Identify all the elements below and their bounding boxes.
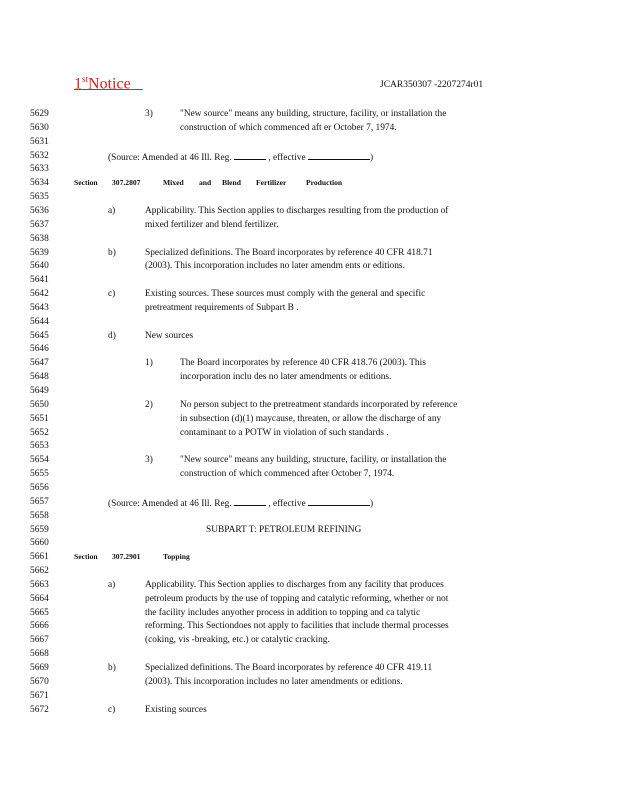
line-text: (2003). This incorporation includes no later amendm ents or editions. bbox=[145, 261, 405, 272]
document-line bbox=[0, 109, 618, 123]
section-heading-text: Production bbox=[306, 178, 343, 188]
line-number: 5646 bbox=[30, 344, 49, 355]
document-line bbox=[0, 497, 618, 511]
line-text: Applicability. This Section applies to discharges from any facility that produces bbox=[145, 579, 444, 590]
document-line bbox=[0, 164, 618, 178]
document-line bbox=[0, 428, 618, 442]
section-heading-text: Topping bbox=[163, 552, 190, 562]
document-line bbox=[0, 621, 618, 635]
line-number: 5656 bbox=[30, 482, 49, 493]
section-heading-text: and bbox=[199, 178, 212, 188]
section-heading-text: Blend bbox=[222, 178, 241, 188]
document-line bbox=[0, 538, 618, 552]
line-number: 5644 bbox=[30, 316, 49, 327]
document-line bbox=[0, 525, 618, 539]
line-text: contaminant to a POTW in violation of such standards . bbox=[180, 427, 389, 438]
line-text: 2) bbox=[145, 399, 153, 410]
fill-in-blank bbox=[308, 497, 370, 506]
line-number: 5654 bbox=[30, 455, 49, 466]
line-number: 5641 bbox=[30, 275, 49, 286]
document-line bbox=[0, 580, 618, 594]
document-line bbox=[0, 178, 618, 192]
line-number: 5649 bbox=[30, 386, 49, 396]
line-text: 1) bbox=[145, 358, 153, 369]
document-line bbox=[0, 635, 618, 649]
line-text: Existing sources bbox=[145, 704, 207, 715]
line-text: in subsection (d)(1) maycause, threaten, or allow the discharge of any bbox=[180, 413, 442, 424]
document-line bbox=[0, 358, 618, 372]
line-number: 5666 bbox=[30, 621, 49, 632]
line-text: construction of which commenced aft er October 7, 1974. bbox=[180, 122, 397, 133]
document-line bbox=[0, 137, 618, 151]
document-line bbox=[0, 441, 618, 455]
line-number: 5663 bbox=[30, 579, 49, 590]
line-number: 5639 bbox=[30, 247, 49, 258]
line-text: Existing sources. These sources must comply with the general and specific bbox=[145, 289, 426, 300]
line-text: the facility includes anyother process in addition to topping and ca talytic bbox=[145, 607, 421, 618]
fill-in-blank bbox=[308, 151, 370, 160]
line-number: 5658 bbox=[30, 510, 49, 521]
line-number: 5659 bbox=[30, 524, 49, 535]
line-number: 5635 bbox=[30, 192, 49, 203]
line-number: 5672 bbox=[30, 704, 49, 715]
notice-heading bbox=[74, 74, 143, 93]
line-text: d) bbox=[108, 330, 116, 341]
line-text: Specialized definitions. The Board incorporates by reference 40 CFR 418.71 bbox=[145, 247, 433, 258]
line-number: 5668 bbox=[30, 649, 49, 660]
document-line bbox=[0, 206, 618, 220]
line-text: SUBPART T: PETROLEUM REFINING bbox=[206, 524, 362, 535]
notice-superscript: st bbox=[82, 74, 89, 84]
line-text: incorporation inclu des no later amendments or editions. bbox=[180, 372, 392, 383]
line-text: 3) bbox=[145, 109, 153, 119]
line-number: 5655 bbox=[30, 469, 49, 480]
document-line bbox=[0, 344, 618, 358]
line-text: Applicability. This Section applies to discharges resulting from the production of bbox=[145, 205, 449, 216]
section-heading-text: Section bbox=[74, 552, 98, 562]
line-text: pretreatment requirements of Subpart B . bbox=[145, 302, 299, 313]
document-line bbox=[0, 400, 618, 414]
document-line bbox=[0, 386, 618, 400]
document-line bbox=[0, 372, 618, 386]
section-heading-text: 307.2901 bbox=[112, 552, 141, 562]
line-number: 5653 bbox=[30, 441, 49, 452]
line-number: 5665 bbox=[30, 607, 49, 618]
line-text: (Source: Amended at 46 Ill. Reg. , effective ) bbox=[108, 152, 374, 163]
notice-word: Notice bbox=[88, 75, 131, 93]
document-line bbox=[0, 552, 618, 566]
line-number: 5651 bbox=[30, 413, 49, 424]
document-line bbox=[0, 303, 618, 317]
line-text: New sources bbox=[145, 330, 194, 341]
section-heading-text: Mixed bbox=[163, 178, 184, 188]
line-text: a) bbox=[108, 205, 116, 216]
document-line bbox=[0, 220, 618, 234]
section-heading-text: Fertilizer bbox=[256, 178, 287, 188]
line-number: 5671 bbox=[30, 690, 49, 701]
line-number: 5638 bbox=[30, 233, 49, 244]
document-line bbox=[0, 414, 618, 428]
document-line bbox=[0, 691, 618, 705]
line-number: 5664 bbox=[30, 593, 49, 604]
line-number: 5662 bbox=[30, 566, 49, 577]
line-text: "New source" means any building, structure, facility, or installation the bbox=[180, 109, 447, 119]
line-text: (coking, vis -breaking, etc.) or catalytic cracking. bbox=[145, 635, 330, 646]
document-line bbox=[0, 331, 618, 345]
line-number: 5642 bbox=[30, 289, 49, 300]
notice-number: 1 bbox=[74, 75, 82, 93]
document-line bbox=[0, 566, 618, 580]
document-line bbox=[0, 261, 618, 275]
fill-in-blank bbox=[234, 151, 266, 160]
document-line bbox=[0, 123, 618, 137]
document-line bbox=[0, 705, 618, 719]
line-text: (2003). This incorporation includes no later amendments or editions. bbox=[145, 676, 403, 687]
line-text: No person subject to the pretreatment standards incorporated by reference bbox=[180, 399, 458, 410]
line-number: 5637 bbox=[30, 219, 49, 230]
line-number: 5640 bbox=[30, 261, 49, 272]
section-heading-text: 307.2807 bbox=[112, 178, 141, 188]
line-text: petroleum products by the use of topping and catalytic reforming, whether or not bbox=[145, 593, 449, 604]
document-line bbox=[0, 289, 618, 303]
document-line bbox=[0, 248, 618, 262]
line-number: 5647 bbox=[30, 358, 49, 369]
document-line bbox=[0, 317, 618, 331]
document-line bbox=[0, 649, 618, 663]
document-line bbox=[0, 234, 618, 248]
document-code: JCAR350307 -2207274r01 bbox=[380, 80, 484, 90]
document-line bbox=[0, 608, 618, 622]
line-number: 5660 bbox=[30, 538, 49, 549]
line-number: 5629 bbox=[30, 109, 49, 119]
line-number: 5657 bbox=[30, 496, 49, 507]
line-number: 5631 bbox=[30, 136, 49, 147]
line-number: 5634 bbox=[30, 178, 49, 189]
document-line bbox=[0, 483, 618, 497]
line-number: 5632 bbox=[30, 150, 49, 161]
document-line bbox=[0, 511, 618, 525]
line-text: (Source: Amended at 46 Ill. Reg. , effective ) bbox=[108, 498, 374, 509]
line-text: c) bbox=[108, 704, 116, 715]
line-number: 5643 bbox=[30, 302, 49, 313]
line-number: 5670 bbox=[30, 676, 49, 687]
line-text: a) bbox=[108, 579, 116, 590]
line-number: 5650 bbox=[30, 399, 49, 410]
line-text: reforming. This Sectiondoes not apply to facilities that include thermal processes bbox=[145, 621, 449, 632]
document-line bbox=[0, 594, 618, 608]
line-text: b) bbox=[108, 663, 116, 673]
line-number: 5630 bbox=[30, 122, 49, 133]
line-number: 5661 bbox=[30, 552, 49, 563]
line-text: mixed fertilizer and blend fertilizer. bbox=[145, 219, 279, 230]
line-number: 5652 bbox=[30, 427, 49, 438]
document-line bbox=[0, 469, 618, 483]
line-number: 5633 bbox=[30, 164, 49, 175]
document-line bbox=[0, 151, 618, 165]
line-text: Specialized definitions. The Board incorporates by reference 40 CFR 419.11 bbox=[145, 663, 433, 673]
document-line bbox=[0, 275, 618, 289]
line-number: 5648 bbox=[30, 372, 49, 383]
fill-in-blank bbox=[234, 497, 266, 506]
line-text: c) bbox=[108, 289, 116, 300]
document-line bbox=[0, 677, 618, 691]
line-text: 3) bbox=[145, 455, 153, 466]
line-text: "New source" means any building, structure, facility, or installation the bbox=[180, 455, 447, 466]
line-number: 5667 bbox=[30, 635, 49, 646]
document-line bbox=[0, 455, 618, 469]
section-heading-text: Section bbox=[74, 178, 98, 188]
line-number: 5645 bbox=[30, 330, 49, 341]
line-text: b) bbox=[108, 247, 116, 258]
line-text: construction of which commenced after October 7, 1974. bbox=[180, 469, 395, 480]
line-number: 5636 bbox=[30, 205, 49, 216]
document-line bbox=[0, 192, 618, 206]
line-number: 5669 bbox=[30, 663, 49, 673]
document-line bbox=[0, 663, 618, 677]
line-text: The Board incorporates by reference 40 CFR 418.76 (2003). This bbox=[180, 358, 426, 369]
